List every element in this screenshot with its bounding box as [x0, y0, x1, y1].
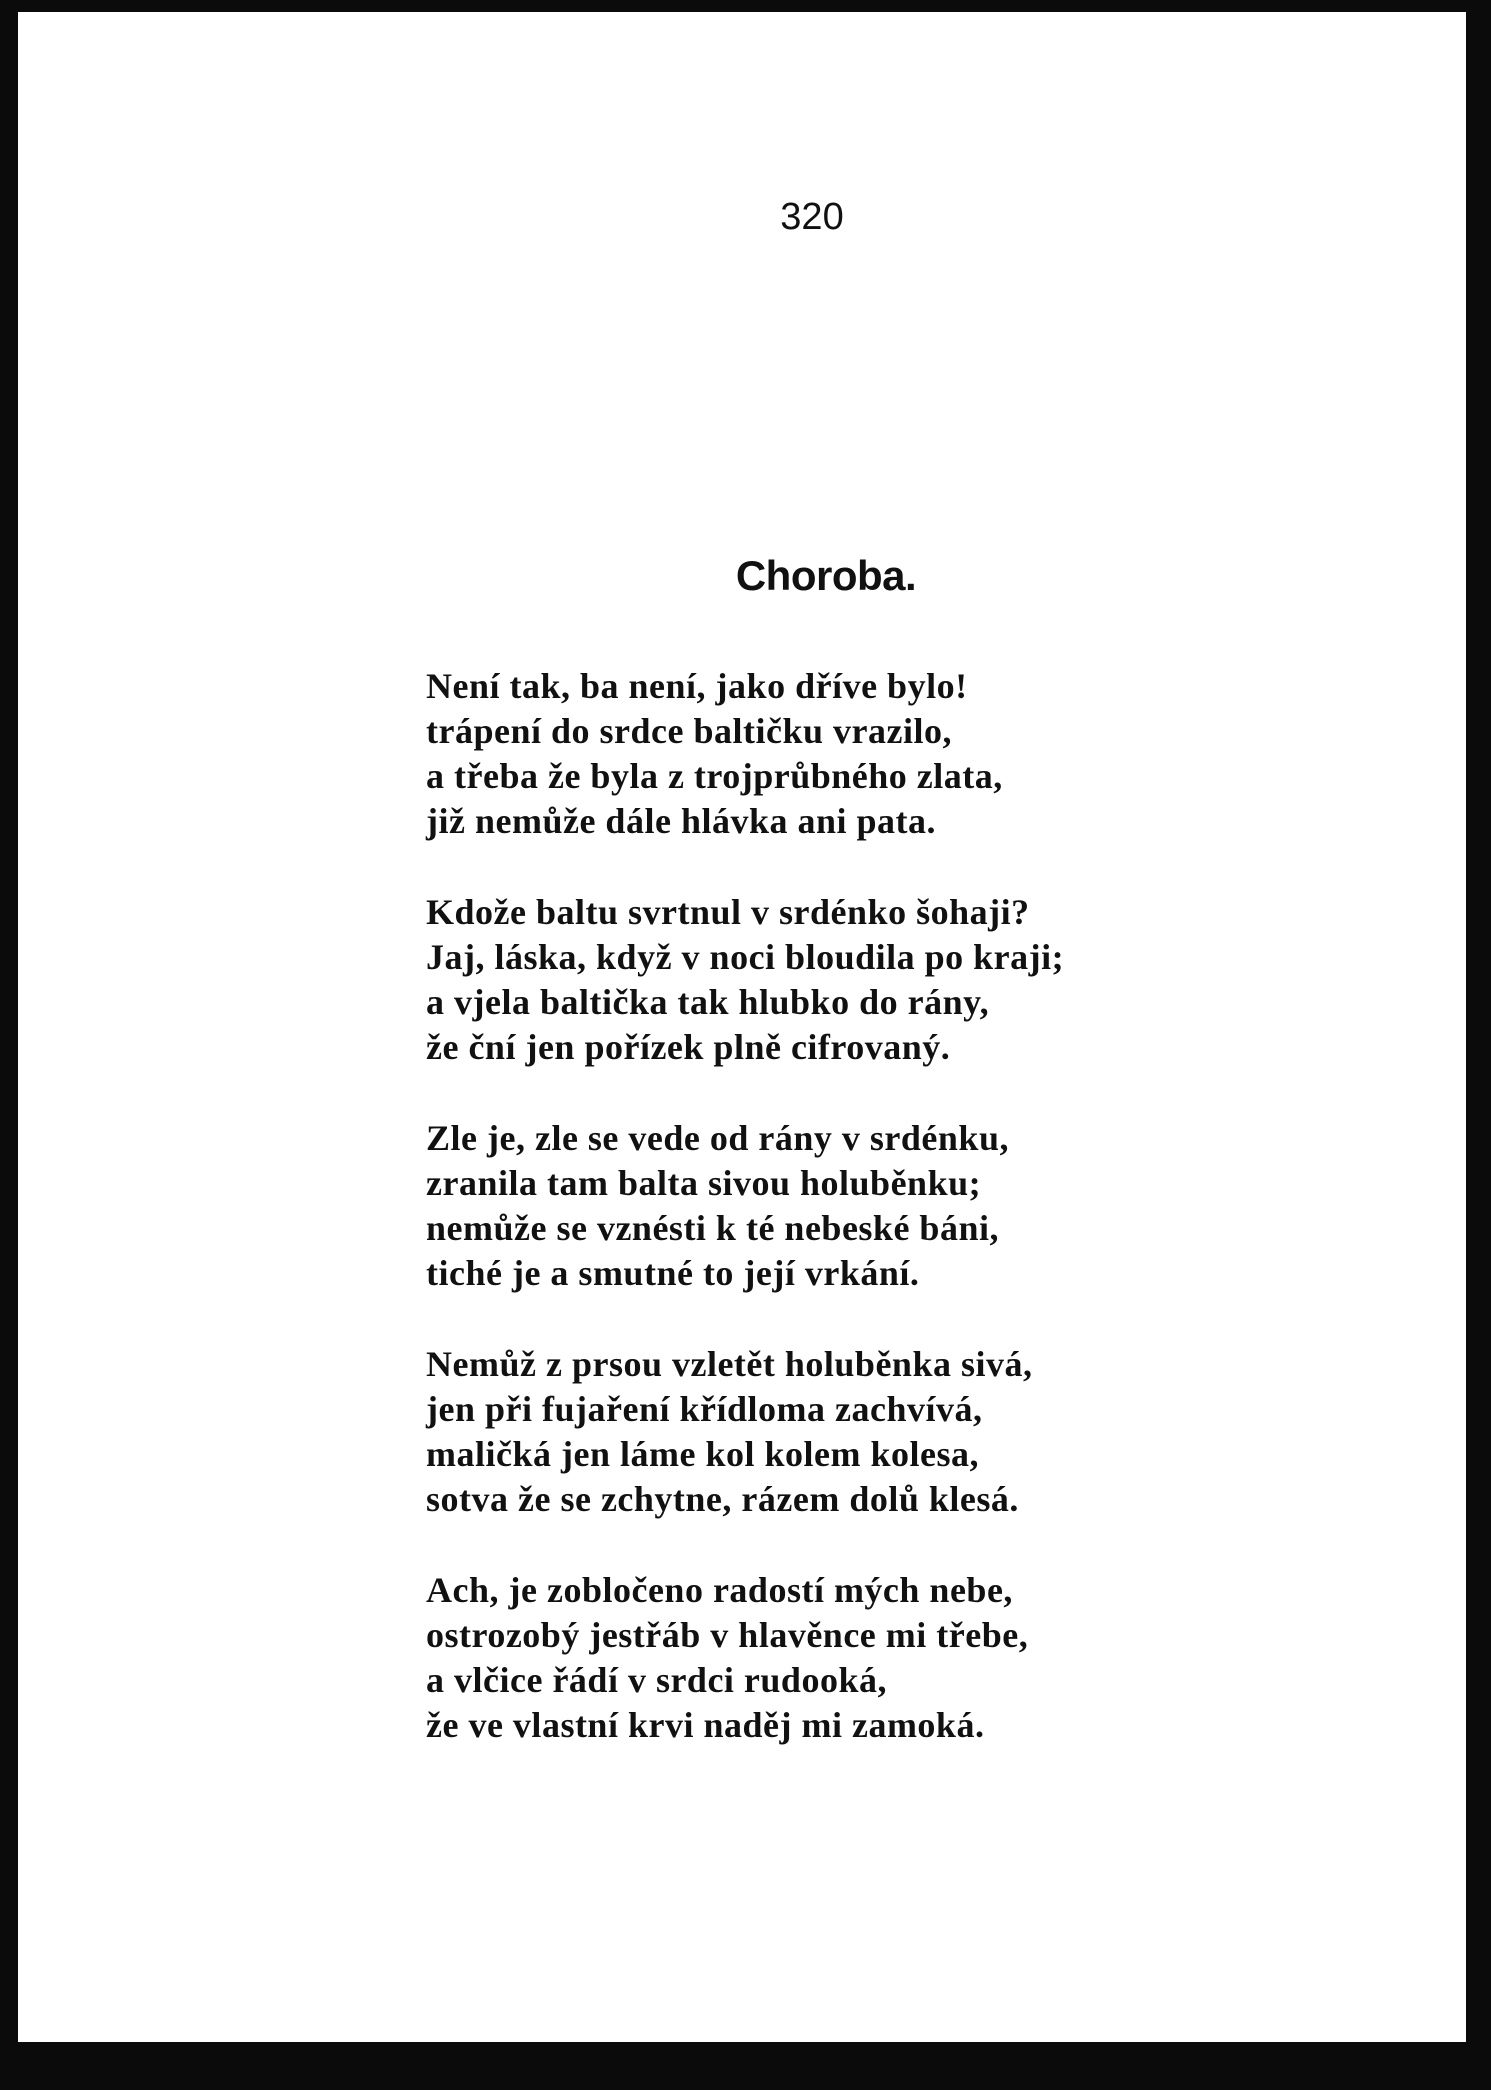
poem-line: Kdože baltu svrtnul v srdénko šohaji? [426, 892, 1030, 932]
poem-line: Ach, je zobločeno radostí mých nebe, [426, 1570, 1013, 1610]
poem-line: nemůže se vznésti k té nebeské báni, [426, 1208, 999, 1248]
poem-line: zranila tam balta sivou holuběnku; [426, 1163, 982, 1203]
poem-line: ostrozobý jestřáb v hlavěnce mi třebe, [426, 1615, 1029, 1655]
stanza-4 [426, 1342, 1226, 1522]
poem-line: tiché je a smutné to její vrkání. [426, 1253, 920, 1293]
poem-line: maličká jen láme kol kolem kolesa, [426, 1434, 979, 1474]
poem-title: Choroba. [735, 552, 917, 599]
poem-body [426, 664, 1226, 1794]
stanza-1 [426, 664, 1226, 844]
poem-line: Není tak, ba není, jako dříve bylo! [426, 666, 968, 706]
stanza-5 [426, 1568, 1226, 1748]
page-number: 320 [780, 196, 844, 238]
poem-line: a vjela baltička tak hlubko do rány, [426, 982, 990, 1022]
poem-line: a vlčice řádí v srdci rudooká, [426, 1660, 887, 1700]
poem-line: že ve vlastní krvi naděj mi zamoká. [426, 1705, 985, 1745]
poem-line: Zle je, zle se vede od rány v srdénku, [426, 1118, 1009, 1158]
poem-line: Jaj, láska, když v noci bloudila po kraji; [426, 937, 1065, 977]
poem-line: jen při fujaření křídloma zachvívá, [426, 1389, 983, 1429]
poem-line: a třeba že byla z trojprůbného zlata, [426, 756, 1003, 796]
poem-line: že ční jen pořízek plně cifrovaný. [426, 1027, 951, 1067]
poem-line: již nemůže dále hlávka ani pata. [426, 801, 937, 841]
stanza-3 [426, 1116, 1226, 1296]
poem-line: sotva že se zchytne, rázem dolů klesá. [426, 1479, 1019, 1519]
stanza-2 [426, 890, 1226, 1070]
book-page [18, 12, 1466, 2042]
poem-line: trápení do srdce baltičku vrazilo, [426, 711, 952, 751]
poem-line: Nemůž z prsou vzletět holuběnka sivá, [426, 1344, 1033, 1384]
